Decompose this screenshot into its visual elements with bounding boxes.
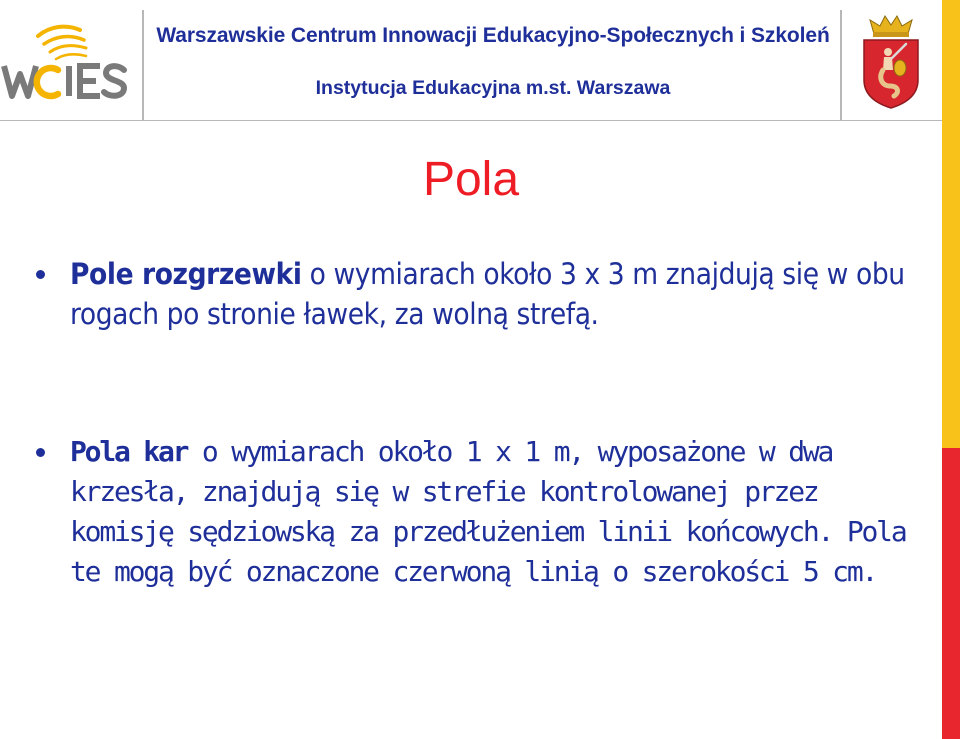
header-divider-right: [840, 10, 842, 120]
header-subtitle: Instytucja Edukacyjna m.st. Warszawa: [315, 77, 671, 99]
bullet-item: [36, 254, 906, 334]
bullet-body: o wymiarach około 1 x 1 m, wyposażone w dwa krzesła, znajdują się w strefie kontrolowanej przez komisję sędziowską za przedłużeniem linii końcowych. Pola te mogą być oznaczone czerwoną linią o szerokości 5 cm.: [70, 435, 906, 588]
bullet-lead: Pola kar: [70, 435, 188, 468]
bullet-text: [70, 432, 906, 592]
bullet-text: [70, 254, 906, 334]
bullet-dot-icon: [36, 270, 45, 279]
bullet-dot-icon: [36, 448, 45, 457]
bullet-body: o wymiarach około 3 x 3 m znajdują się w obu rogach po stronie ławek, za wolną strefą.: [70, 257, 905, 331]
bullet-lead: Pole rozgrzewki: [70, 257, 302, 291]
side-stripe-yellow: [942, 0, 960, 448]
bullet-item: [36, 432, 906, 592]
header-divider-left: [142, 10, 144, 120]
warsaw-coat-of-arms-icon: [860, 14, 922, 110]
side-stripe-red: [942, 448, 960, 739]
wcies-logo: [0, 14, 130, 106]
header-title: Warszawskie Centrum Innowacji Edukacyjno-Społecznych i Szkoleń: [156, 24, 830, 47]
slide-title: Pola: [422, 153, 520, 206]
header: [0, 0, 942, 121]
